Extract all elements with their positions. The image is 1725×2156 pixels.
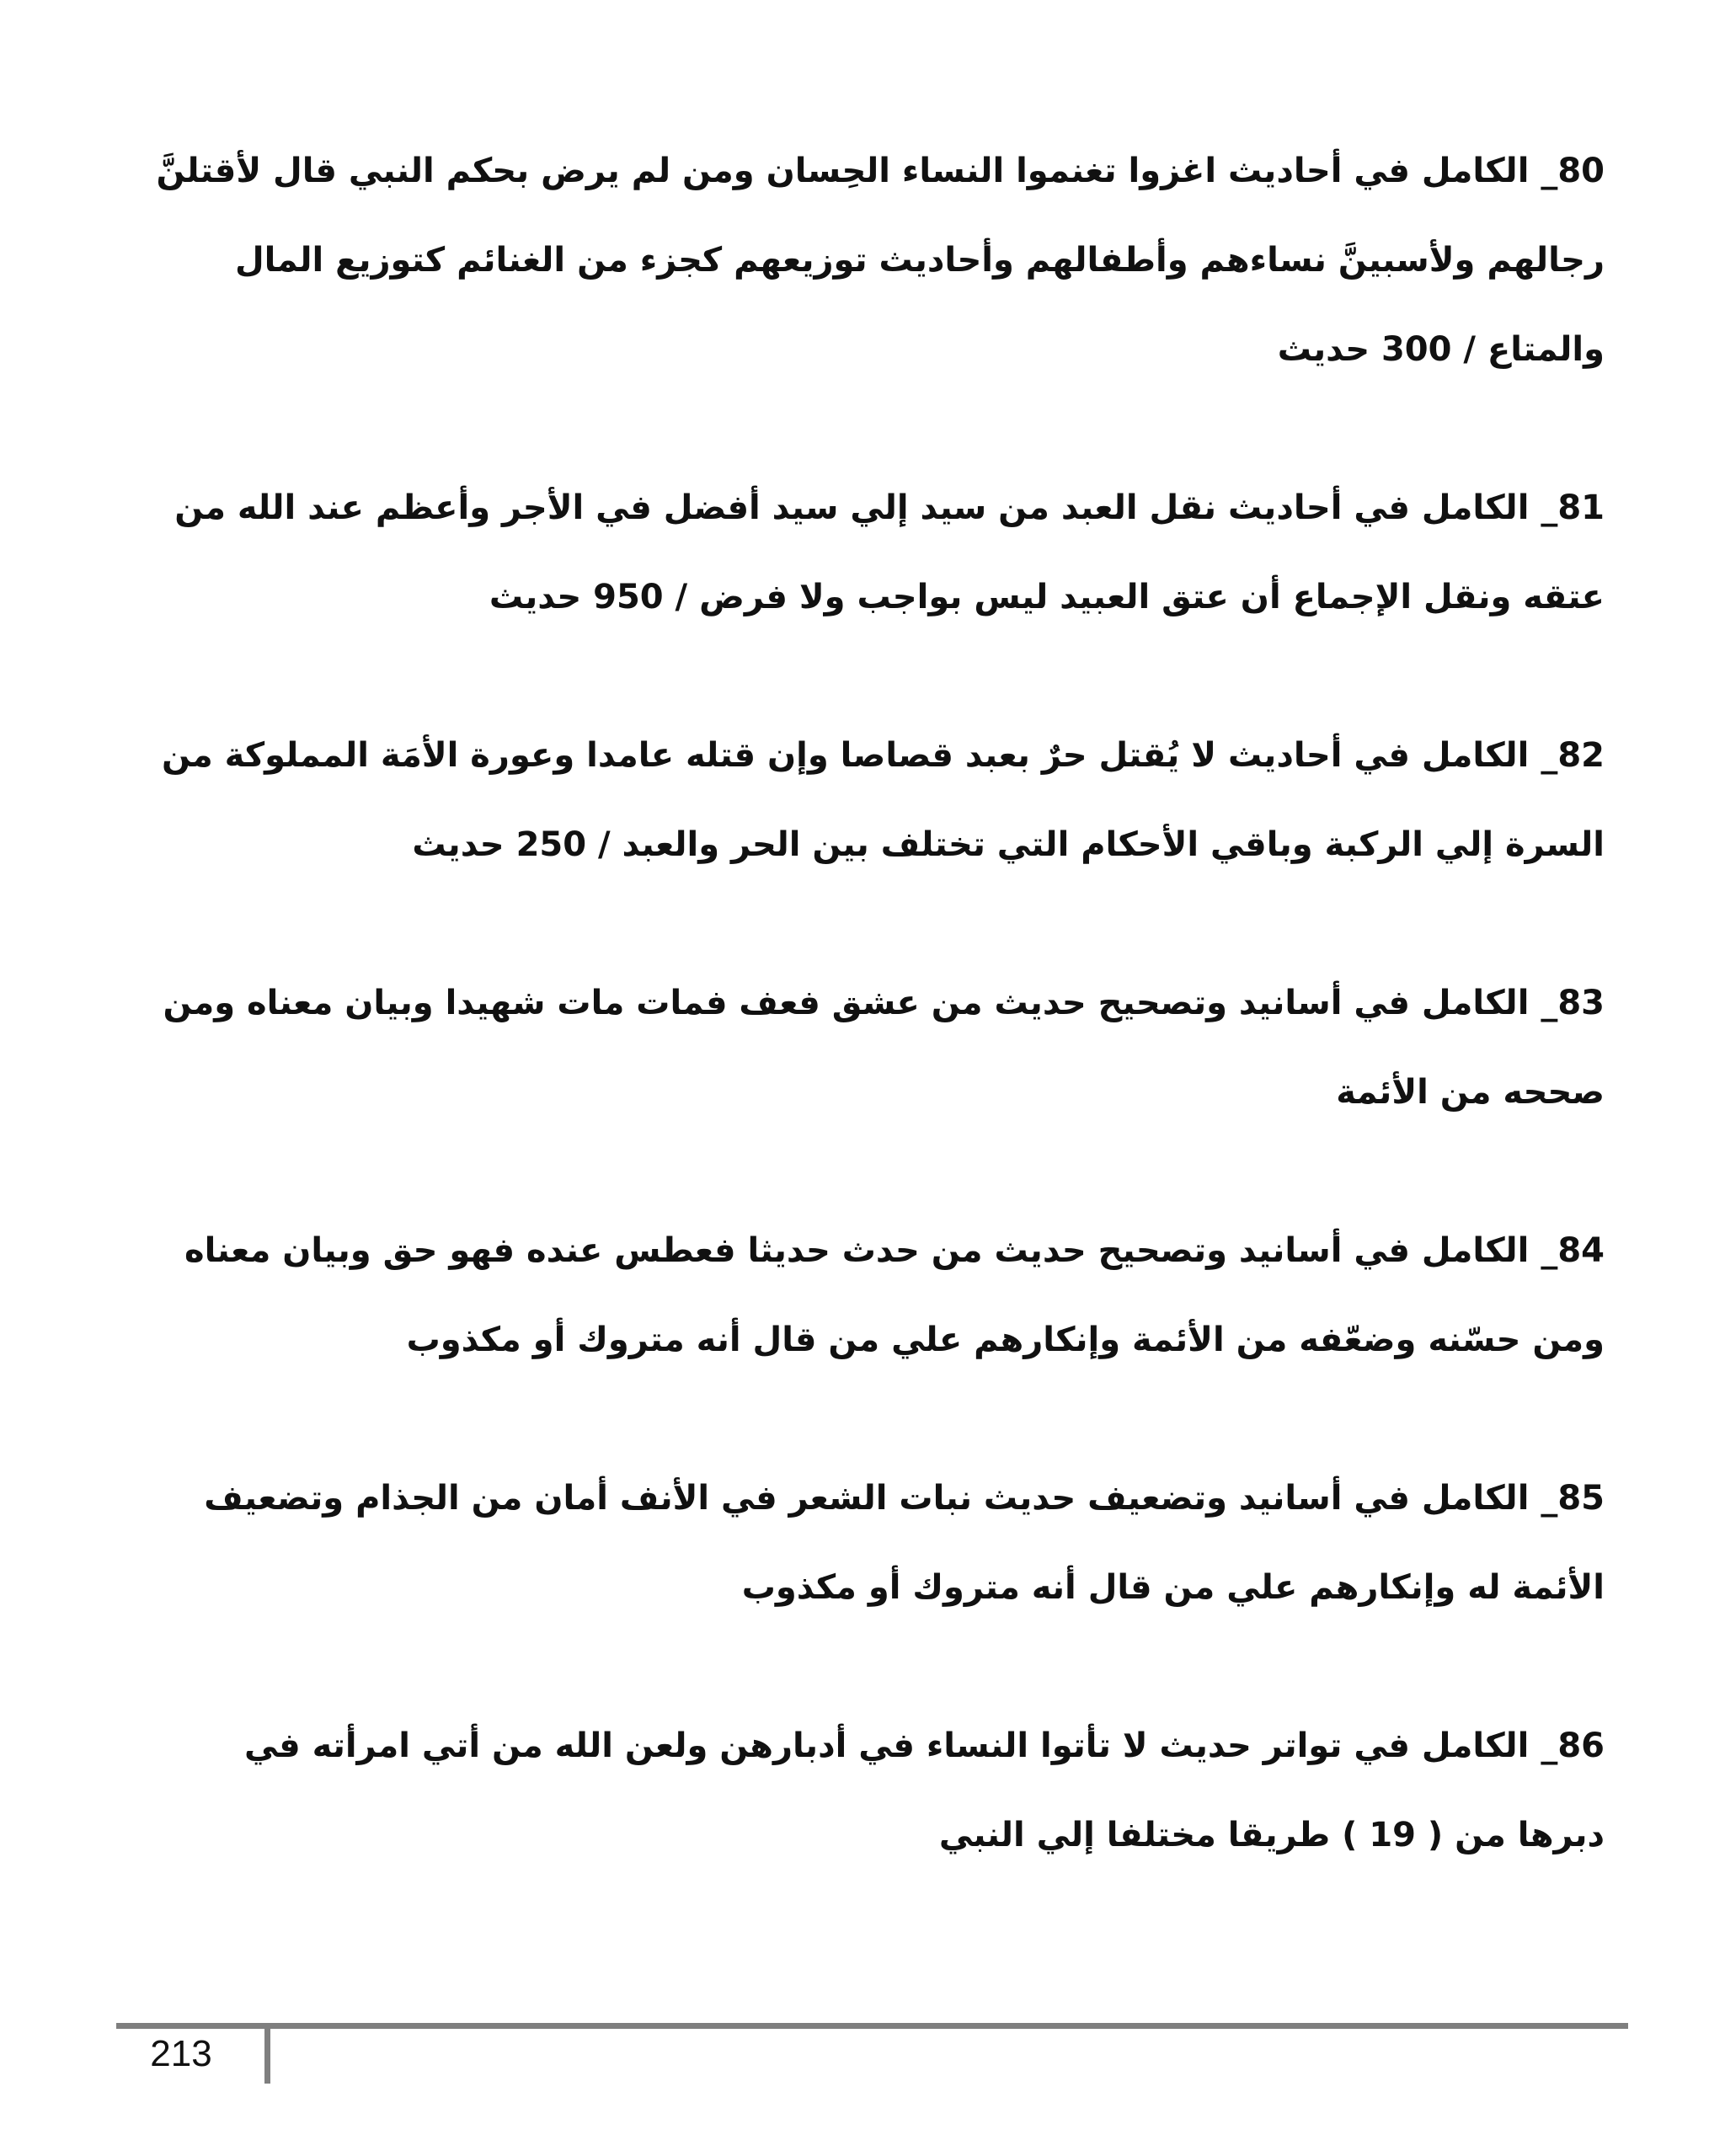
entry-84: 84_ الكامل في أسانيد وتصحيح حديث من حدث حديثا فعطس عنده فهو حق وبيان معناه ومن حسّنه وضعّفه من الأئمة وإنكارهم علي من قال أنه متروك أو مكذوب [184,1231,1605,1359]
page-number: 213 [150,2033,212,2074]
footer-divider-tick [264,2023,270,2084]
entry-list [152,126,1605,1949]
entry-80: 80_ الكامل في أحاديث اغزوا تغنموا النساء الحِسان ومن لم يرض بحكم النبي قال لأقتلنَّ رجالهم ولأسبينَّ نساءهم وأطفالهم وأحاديث توزيعهم كجزء من الغنائم كتوزيع المال والمتاع / 300 حديث [156,152,1605,369]
entry-82: 82_ الكامل في أحاديث لا يُقتل حرٌ بعبد قصاصا وإن قتله عامدا وعورة الأمَة المملوكة من السرة إلي الركبة وباقي الأحكام التي تختلف بين الحر والعبد / 250 حديث [161,736,1605,864]
entry-83: 83_ الكامل في أسانيد وتصحيح حديث من عشق فعف فمات مات شهيدا وبيان معناه ومن صححه من الأئمة [163,984,1605,1112]
entry-86: 86_ الكامل في تواتر حديث لا تأتوا النساء في أدبارهن ولعن الله من أتي امرأته في دبرها من ( 19 ) طريقا مختلفا إلي النبي [243,1726,1605,1854]
entry-81: 81_ الكامل في أحاديث نقل العبد من سيد إلي سيد أفضل في الأجر وأعظم عند الله من عتقه ونقل الإجماع أن عتق العبيد ليس بواجب ولا فرض / 950 حديث [174,488,1605,616]
footer-rule [116,2023,1628,2029]
entry-85: 85_ الكامل في أسانيد وتضعيف حديث نبات الشعر في الأنف أمان من الجذام وتضعيف الأئمة له وإنكارهم علي من قال أنه متروك أو مكذوب [204,1479,1605,1607]
